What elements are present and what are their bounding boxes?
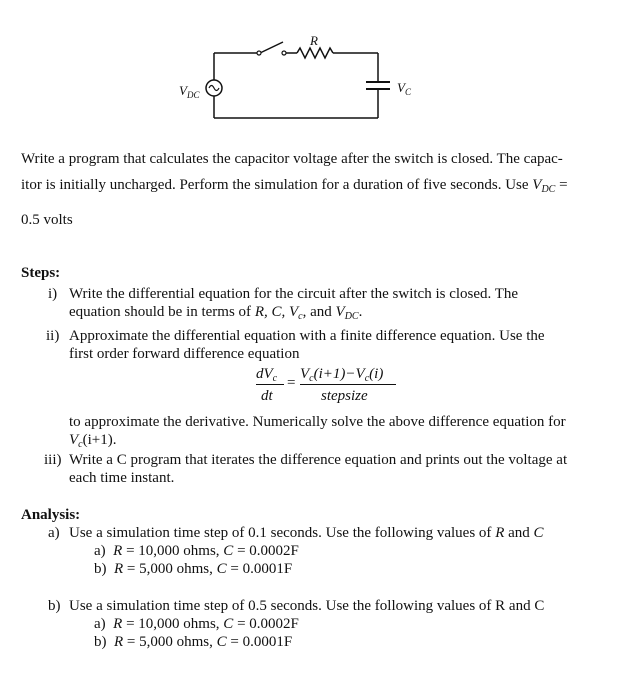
switch-blade	[260, 42, 283, 53]
source-label: $V_{DC}$	[179, 83, 200, 100]
eq-numerator-left: $dV_c$	[256, 366, 278, 384]
analysis-heading: Analysis:	[21, 507, 81, 523]
step-i-line-2: equation should be in terms of R, C, $V_c$, and $V_{DC}$.	[69, 304, 363, 322]
eq-equals: =	[287, 375, 296, 391]
eq-denominator-right: stepsize	[321, 388, 368, 404]
step-i-line-1: Write the differential equation for the circuit after the switch is closed. The	[69, 286, 519, 302]
eq-fraction-bar-left	[256, 384, 284, 385]
step-ii-line-3: to approximate the derivative. Numerically solve the above difference equation for	[69, 414, 566, 430]
analysis-b-sub-b: b) R = 5,000 ohms, C = 0.0001F	[94, 634, 293, 650]
step-ii-line-1: Approximate the differential equation with a finite difference equation. Use the	[69, 328, 545, 344]
steps-heading: Steps:	[21, 265, 61, 281]
analysis-a-sub-b: b) R = 5,000 ohms, C = 0.0001F	[94, 561, 293, 577]
intro-line-2: itor is initially uncharged. Perform the simulation for a duration of five seconds. Use $V_{DC}$ =	[21, 177, 568, 195]
analysis-a-marker: a)	[48, 525, 60, 541]
step-iii-line-1: Write a C program that iterates the difference equation and prints out the voltage at	[69, 452, 568, 468]
step-iii-marker: iii)	[44, 452, 62, 468]
intro-line-3: 0.5 volts	[21, 212, 73, 228]
rc-circuit-diagram	[0, 0, 617, 135]
analysis-b-sub-a: a) R = 10,000 ohms, C = 0.0002F	[94, 616, 299, 632]
resistor-zigzag	[297, 48, 333, 58]
step-ii-marker: ii)	[46, 328, 60, 344]
eq-denominator-left: dt	[261, 388, 273, 404]
switch-contact-left	[257, 51, 261, 55]
eq-fraction-bar-right	[300, 384, 396, 385]
analysis-a-sub-a: a) R = 10,000 ohms, C = 0.0002F	[94, 543, 299, 559]
step-i-marker: i)	[48, 286, 58, 302]
step-iii-line-2: each time instant.	[69, 470, 175, 486]
step-ii-line-2: first order forward difference equation	[69, 346, 300, 362]
analysis-a-text: Use a simulation time step of 0.1 seconds. Use the following values of R and C	[69, 525, 544, 541]
intro-line-1: Write a program that calculates the capacitor voltage after the switch is closed. The capac-	[21, 151, 563, 167]
resistor-label: R	[310, 33, 318, 48]
capacitor-voltage-label: $V_C$	[397, 80, 411, 97]
switch-contact-right	[282, 51, 286, 55]
eq-numerator-right: $V_c(i+1)-V_c(i)$	[300, 366, 384, 384]
analysis-b-text: Use a simulation time step of 0.5 seconds. Use the following values of R and C	[69, 598, 545, 614]
analysis-b-marker: b)	[48, 598, 61, 614]
step-ii-line-4: $V_c(i+1)$.	[69, 432, 117, 450]
